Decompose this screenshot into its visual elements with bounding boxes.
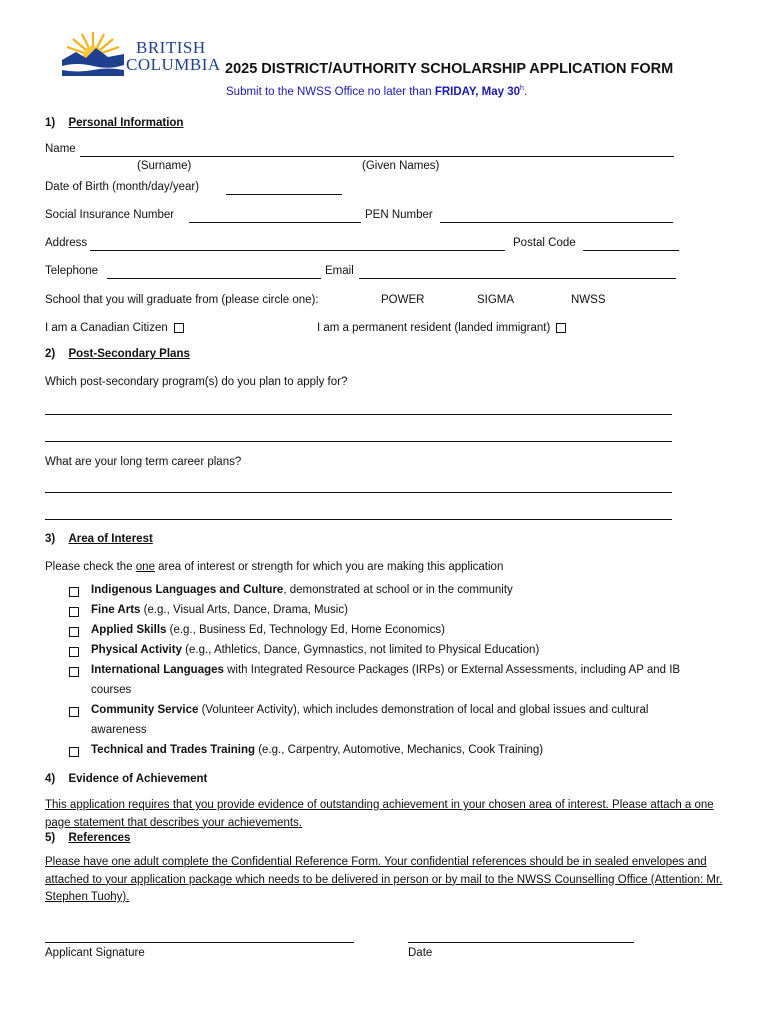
bc-sun-mountain-icon xyxy=(62,30,124,76)
area-item-title: Physical Activity xyxy=(91,644,182,656)
area-item-indigenous xyxy=(91,584,513,596)
postal-input-line[interactable] xyxy=(583,250,679,251)
email-label: Email xyxy=(325,265,354,277)
dob-label: Date of Birth (month/day/year) xyxy=(45,181,200,193)
school-option-nwss[interactable]: NWSS xyxy=(571,294,606,306)
date-line[interactable] xyxy=(408,942,634,943)
area-checkbox-physical-activity[interactable] xyxy=(69,647,79,657)
telephone-input-line[interactable] xyxy=(107,278,321,279)
school-option-sigma[interactable]: SIGMA xyxy=(477,294,515,306)
instructions-one: one xyxy=(135,561,155,573)
evidence-text: This application requires that you provide evidence of outstanding achievement in your chosen area of interest. Please attach a one page statement that describes your achievements. xyxy=(45,799,714,829)
given-names-label: (Given Names) xyxy=(362,160,440,172)
pen-label: PEN Number xyxy=(365,209,433,221)
section-title: References xyxy=(68,832,131,844)
area-checkbox-indigenous[interactable] xyxy=(69,587,79,597)
section-title: Area of Interest xyxy=(68,533,153,545)
logo-text-columbia: COLUMBIA xyxy=(126,55,221,74)
instructions-post: area of interest or strength for which you are making this application xyxy=(154,561,504,573)
section-4-heading xyxy=(45,773,207,785)
career-question: What are your long term career plans? xyxy=(45,456,242,468)
area-item-technical-trades xyxy=(91,744,543,756)
section-3-heading xyxy=(45,533,153,545)
submit-post: . xyxy=(523,85,528,98)
area-item-title: International Languages xyxy=(91,664,224,676)
resident-label: I am a permanent resident (landed immigrant) xyxy=(317,322,551,334)
area-checkbox-international-languages[interactable] xyxy=(69,667,79,677)
area-item-physical-activity xyxy=(91,644,539,656)
section-number: 3) xyxy=(45,533,56,545)
resident-checkbox[interactable] xyxy=(556,323,566,333)
area-item-international-languages xyxy=(91,664,680,676)
citizen-option xyxy=(45,322,184,334)
submit-deadline: FRIDAY, May 30 xyxy=(434,85,521,98)
program-question: Which post-secondary program(s) do you plan to apply for? xyxy=(45,376,348,388)
area-instructions xyxy=(45,561,503,573)
address-label: Address xyxy=(45,237,88,249)
telephone-label: Telephone xyxy=(45,265,99,277)
area-item-applied-skills xyxy=(91,624,445,636)
surname-label: (Surname) xyxy=(137,160,192,172)
school-prompt: School that you will graduate from (please circle one): xyxy=(45,294,319,306)
area-checkbox-fine-arts[interactable] xyxy=(69,607,79,617)
logo-text-british: BRITISH xyxy=(136,38,206,57)
area-item-desc: , demonstrated at school or in the community xyxy=(283,584,513,596)
references-text: Please have one adult complete the Confidential Reference Form. Your confidential references should be in sealed envelopes and attached to your application package which needs to be delivered in person or by mail to the NWSS Counselling Office (Attention: Mr. Stephen Tuohy). xyxy=(45,856,723,903)
section-title: Evidence of Achievement xyxy=(68,773,208,785)
address-input-line[interactable] xyxy=(90,250,505,251)
area-item-desc: (e.g., Business Ed, Technology Ed, Home Economics) xyxy=(166,624,445,636)
instructions-pre: Please check the xyxy=(45,561,136,573)
sin-input-line[interactable] xyxy=(189,222,361,223)
section-number: 1) xyxy=(45,117,56,129)
date-label: Date xyxy=(408,947,433,959)
area-item-desc: (e.g., Visual Arts, Dance, Drama, Music) xyxy=(140,604,348,616)
submit-notice xyxy=(226,85,527,98)
section-number: 5) xyxy=(45,832,56,844)
submit-pre: Submit to the NWSS Office no later than xyxy=(226,85,435,98)
area-checkbox-community-service[interactable] xyxy=(69,707,79,717)
school-option-power[interactable]: POWER xyxy=(381,294,425,306)
signature-line[interactable] xyxy=(45,942,354,943)
area-item-title: Applied Skills xyxy=(91,624,167,636)
area-item-community-service-cont: awareness xyxy=(91,724,147,736)
section-title: Personal Information xyxy=(68,117,184,129)
area-checkbox-applied-skills[interactable] xyxy=(69,627,79,637)
program-answer-line-1[interactable] xyxy=(45,414,672,415)
career-answer-line-2[interactable] xyxy=(45,519,672,520)
section-1-heading xyxy=(45,117,183,129)
section-number: 4) xyxy=(45,773,56,785)
area-item-international-languages-cont: courses xyxy=(91,684,132,696)
sin-label: Social Insurance Number xyxy=(45,209,175,221)
section-number: 2) xyxy=(45,348,56,360)
section-5-heading xyxy=(45,832,130,844)
pen-input-line[interactable] xyxy=(440,222,673,223)
area-item-title: Indigenous Languages and Culture xyxy=(91,584,284,596)
submit-sup: h xyxy=(520,85,524,92)
area-item-desc: (e.g., Carpentry, Automotive, Mechanics, Cook Training) xyxy=(255,744,544,756)
area-item-title: Fine Arts xyxy=(91,604,141,616)
page-title: 2025 DISTRICT/AUTHORITY SCHOLARSHIP APPLICATION FORM xyxy=(225,61,674,77)
area-item-fine-arts xyxy=(91,604,348,616)
area-item-desc: with Integrated Resource Packages (IRPs) or External Assessments, including AP and IB xyxy=(223,664,681,676)
area-item-title: Technical and Trades Training xyxy=(91,744,256,756)
career-answer-line-1[interactable] xyxy=(45,492,672,493)
name-label: Name xyxy=(45,143,76,155)
area-item-desc: (Volunteer Activity), which includes demonstration of local and global issues and cultural xyxy=(198,704,649,716)
area-item-desc: (e.g., Athletics, Dance, Gymnastics, not limited to Physical Education) xyxy=(181,644,540,656)
area-item-title: Community Service xyxy=(91,704,199,716)
signature-label: Applicant Signature xyxy=(45,947,145,959)
citizen-checkbox[interactable] xyxy=(174,323,184,333)
section-title: Post-Secondary Plans xyxy=(68,348,190,360)
bc-logo xyxy=(62,30,222,78)
citizen-label: I am a Canadian Citizen xyxy=(45,322,168,334)
program-answer-line-2[interactable] xyxy=(45,441,672,442)
section-2-heading xyxy=(45,348,190,360)
name-input-line[interactable] xyxy=(80,156,674,157)
email-input-line[interactable] xyxy=(359,278,676,279)
area-checkbox-technical-trades[interactable] xyxy=(69,747,79,757)
resident-option xyxy=(317,322,566,334)
area-item-community-service xyxy=(91,704,648,716)
dob-input-line[interactable] xyxy=(226,194,342,195)
postal-label: Postal Code xyxy=(513,237,576,249)
